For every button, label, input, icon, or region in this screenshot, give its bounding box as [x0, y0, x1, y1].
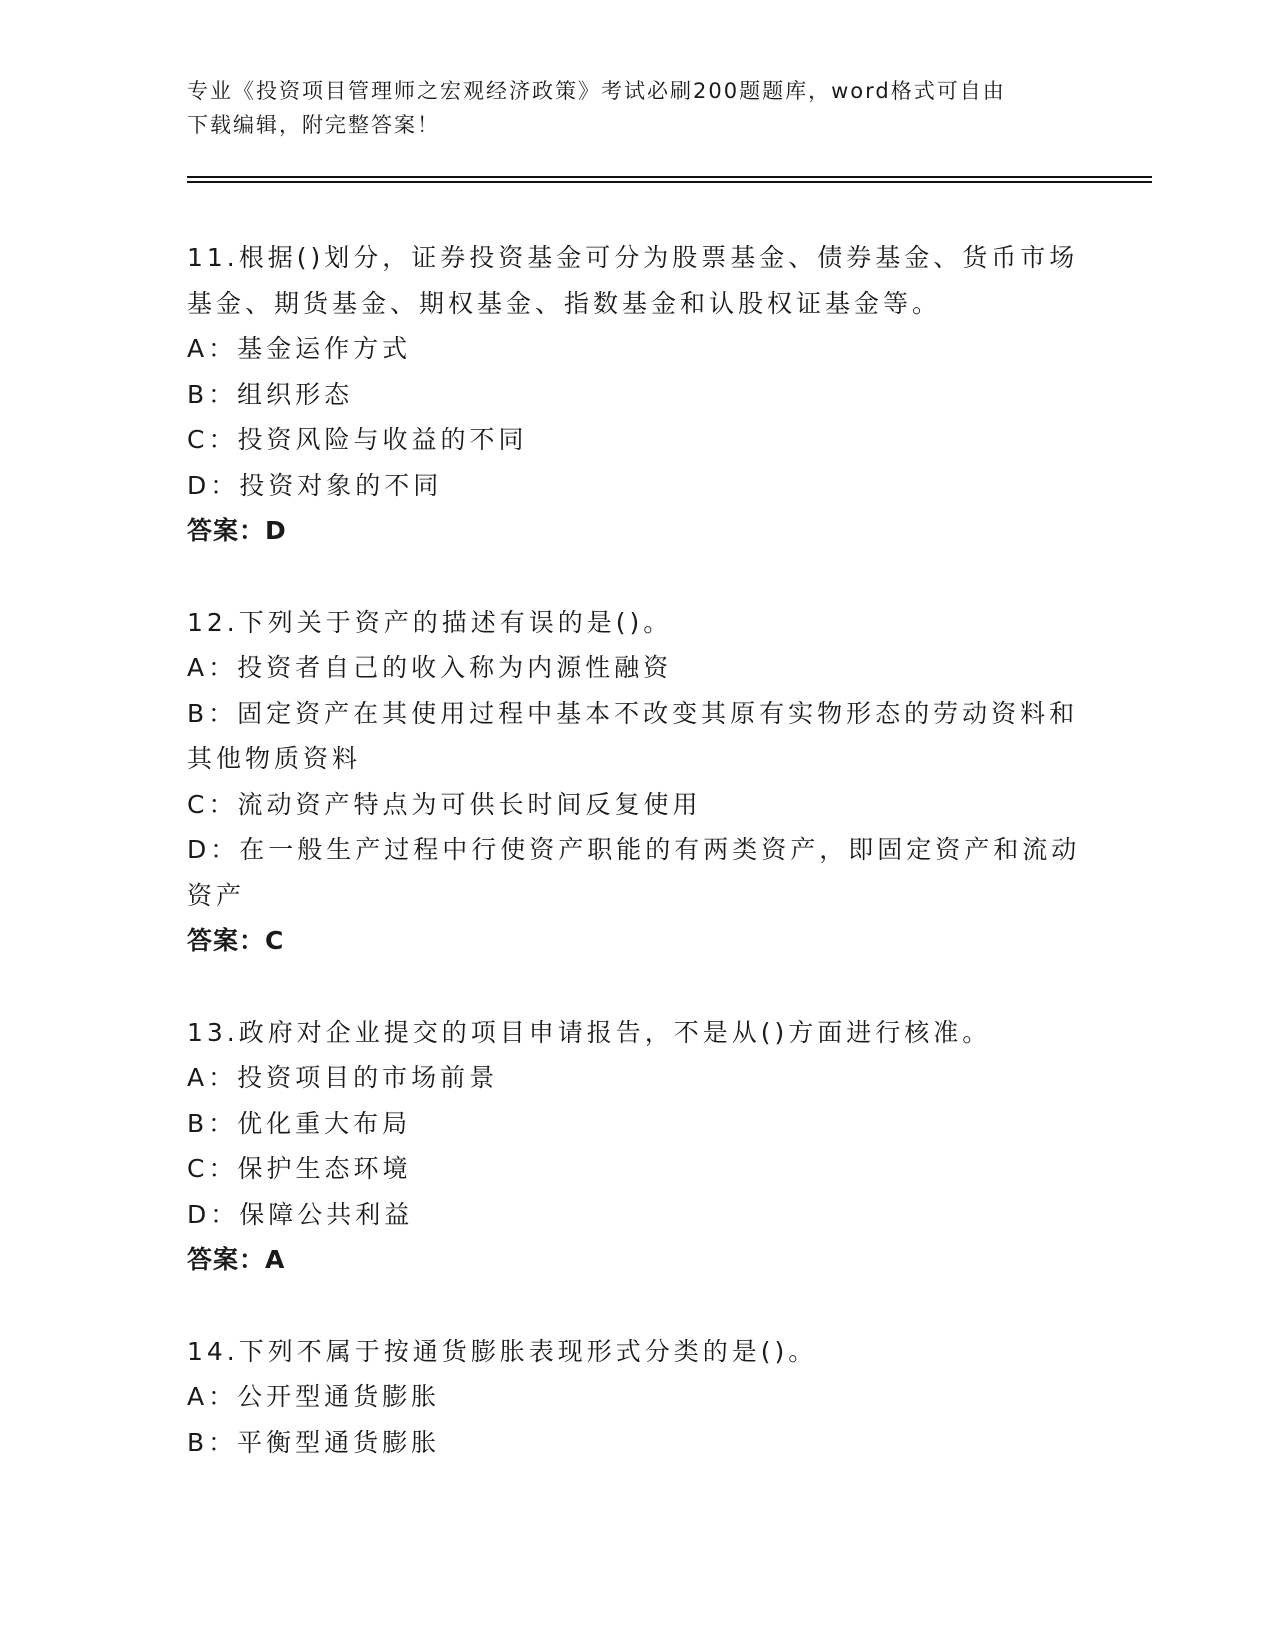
answer-option: 其他物质资料 — [187, 744, 362, 773]
question-block — [187, 235, 1087, 554]
header-line-1: 专业《投资项目管理师之宏观经济政策》考试必刷200题题库，word格式可自由 — [187, 79, 1006, 103]
answer-option: B：组织形态 — [187, 379, 354, 409]
answer-key: 答案：D — [187, 516, 287, 545]
question-text: 14.下列不属于按通货膨胀表现形式分类的是()。 — [187, 1336, 818, 1366]
answer-key: 答案：C — [187, 926, 285, 955]
answer-option: A：投资者自己的收入称为内源性融资 — [187, 653, 673, 682]
question-text: 12.下列关于资产的描述有误的是()。 — [187, 607, 673, 637]
answer-option: C：流动资产特点为可供长时间反复使用 — [187, 789, 702, 819]
question-block — [187, 600, 1087, 964]
answer-option: D：在一般生产过程中行使资产职能的有两类资产，即固定资产和流动 — [187, 835, 1081, 864]
header-divider-top — [187, 176, 1152, 178]
document-header — [187, 74, 1087, 142]
answer-option: C：保护生态环境 — [187, 1154, 412, 1183]
question-list — [187, 235, 1087, 1511]
answer-option: B：平衡型通货膨胀 — [187, 1427, 441, 1457]
question-text: 11.根据()划分，证券投资基金可分为股票基金、债券基金、货币市场 — [187, 243, 1079, 272]
answer-option: A：公开型通货膨胀 — [187, 1382, 441, 1411]
answer-key: 答案：A — [187, 1245, 286, 1274]
answer-option: A：基金运作方式 — [187, 334, 412, 363]
answer-option: B：固定资产在其使用过程中基本不改变其原有实物形态的劳动资料和 — [187, 698, 1079, 728]
answer-option: D：保障公共利益 — [187, 1199, 414, 1229]
question-block — [187, 1010, 1087, 1283]
question-text: 基金、期货基金、期权基金、指数基金和认股权证基金等。 — [187, 288, 942, 318]
question-block — [187, 1329, 1087, 1466]
header-line-2: 下载编辑，附完整答案！ — [187, 113, 440, 137]
question-text: 13.政府对企业提交的项目申请报告，不是从()方面进行核准。 — [187, 1017, 992, 1047]
answer-option: 资产 — [187, 880, 246, 910]
answer-option: C：投资风险与收益的不同 — [187, 425, 528, 454]
answer-option: B：优化重大布局 — [187, 1108, 412, 1138]
header-divider-bottom — [187, 181, 1152, 183]
answer-option: A：投资项目的市场前景 — [187, 1063, 499, 1092]
answer-option: D：投资对象的不同 — [187, 470, 443, 500]
